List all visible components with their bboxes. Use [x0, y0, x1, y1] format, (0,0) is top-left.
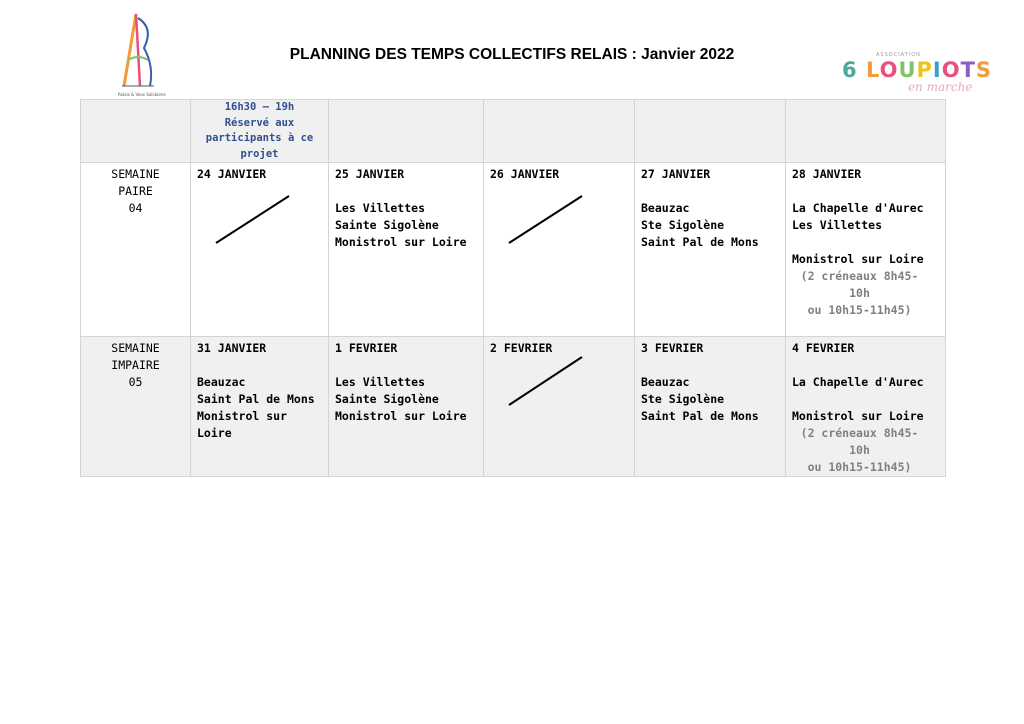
place-name: Ste Sigolène: [641, 392, 725, 406]
place-name: Monistrol sur Loire: [792, 252, 924, 266]
brand-letter: I: [932, 58, 942, 82]
day-cell: [635, 337, 786, 477]
week-label-line: IMPAIRE: [111, 358, 160, 372]
loupiots-tagline: en marche: [908, 80, 973, 94]
header-note-line: participants à ce: [205, 132, 314, 144]
loupiots-logo: [842, 52, 993, 102]
place-name: Sainte Sigolène: [335, 392, 439, 406]
day-cell: [786, 337, 946, 477]
brand-letter: O: [941, 58, 961, 82]
brand-letter: P: [916, 58, 933, 82]
header-cell-empty: [635, 100, 786, 163]
week-label-line: 05: [128, 375, 143, 389]
header-note-line: 16h30 – 19h: [224, 101, 295, 113]
day-cell: [329, 337, 484, 477]
strike-line: [509, 357, 582, 405]
week-label-cell: [81, 163, 191, 337]
loupiots-brand-letters: [866, 58, 992, 82]
brand-letter: L: [865, 58, 880, 82]
place-gap: [792, 391, 939, 408]
strike-line: [509, 196, 582, 243]
header-cell-empty: [81, 100, 191, 163]
loupiots-brand-digit: 6: [842, 58, 858, 82]
week-label-line: SEMAINE: [111, 167, 160, 181]
crossed-out-mark: [484, 337, 634, 476]
day-date: 24 JANVIER: [197, 167, 267, 181]
place-name: Beauzac: [197, 375, 246, 389]
place-name: La Chapelle d'Aurec: [792, 375, 924, 389]
brand-letter: T: [960, 58, 976, 82]
day-date: 3 FEVRIER: [641, 341, 704, 355]
day-date: 26 JANVIER: [490, 167, 560, 181]
day-date: 31 JANVIER: [197, 341, 267, 355]
day-cell: [191, 163, 329, 337]
place-name: Saint Pal de Mons: [641, 409, 759, 423]
place-name: Beauzac: [641, 375, 690, 389]
table-row-week-05: [81, 337, 946, 477]
header-cell-empty: [329, 100, 484, 163]
place-gap: [792, 234, 939, 251]
header-note-line: Réservé aux: [224, 116, 295, 129]
place-name: Les Villettes: [792, 218, 883, 232]
crossed-out-mark: [484, 163, 634, 336]
day-cell: [484, 163, 635, 337]
day-cell: [635, 163, 786, 337]
place-name: Saint Pal de Mons: [641, 235, 759, 249]
day-cell: [191, 337, 329, 477]
day-date: 1 FEVRIER: [335, 341, 398, 355]
planning-table: [80, 99, 946, 477]
week-label-line: 04: [128, 201, 143, 215]
place-name: Monistrol sur Loire: [335, 409, 467, 423]
time-slot-note: ou 10h15-11h45): [807, 303, 912, 317]
header-note-line: projet: [240, 147, 279, 160]
place-name: Saint Pal de Mons: [197, 392, 315, 406]
header-cell-empty: [786, 100, 946, 163]
place-name: Ste Sigolène: [641, 218, 725, 232]
time-slot-note: ou 10h15-11h45): [807, 460, 912, 474]
loupiots-association-label: ASSOCIATION: [876, 52, 921, 58]
relais-logo-caption: Relais & Vous Solidaires: [118, 92, 166, 97]
day-date: 4 FEVRIER: [792, 341, 855, 355]
header-cell-empty: [484, 100, 635, 163]
day-date: 27 JANVIER: [641, 167, 711, 181]
loupiots-brand: [842, 58, 992, 82]
place-name: Monistrol sur Loire: [335, 235, 467, 249]
place-name: Monistrol sur Loire: [792, 409, 924, 423]
table-header-row: [81, 100, 946, 163]
day-date: 2 FEVRIER: [490, 341, 553, 355]
place-name: Monistrol sur Loire: [197, 409, 288, 440]
week-label-cell: [81, 337, 191, 477]
day-date: 28 JANVIER: [792, 167, 862, 181]
brand-letter: O: [879, 58, 899, 82]
week-label-line: SEMAINE: [111, 341, 160, 355]
place-name: Les Villettes: [335, 375, 426, 389]
time-slot-note: (2 créneaux 8h45-10h: [800, 426, 919, 457]
strike-line: [216, 196, 289, 243]
page-title: PLANNING DES TEMPS COLLECTIFS RELAIS : Janvier 2022: [289, 46, 735, 63]
place-name: Beauzac: [641, 201, 690, 215]
place-name: Les Villettes: [335, 201, 426, 215]
day-cell: [484, 337, 635, 477]
week-label-line: PAIRE: [118, 184, 153, 198]
day-cell: [329, 163, 484, 337]
brand-letter: S: [975, 58, 993, 82]
place-name: La Chapelle d'Aurec: [792, 201, 924, 215]
time-slot-note: (2 créneaux 8h45-10h: [800, 269, 919, 300]
place-name: Sainte Sigolène: [335, 218, 439, 232]
crossed-out-mark: [191, 163, 328, 336]
brand-letter: U: [898, 58, 917, 82]
day-date: 25 JANVIER: [335, 167, 405, 181]
day-cell: [786, 163, 946, 337]
header-note-cell: [191, 100, 329, 163]
table-row-week-04: [81, 163, 946, 337]
